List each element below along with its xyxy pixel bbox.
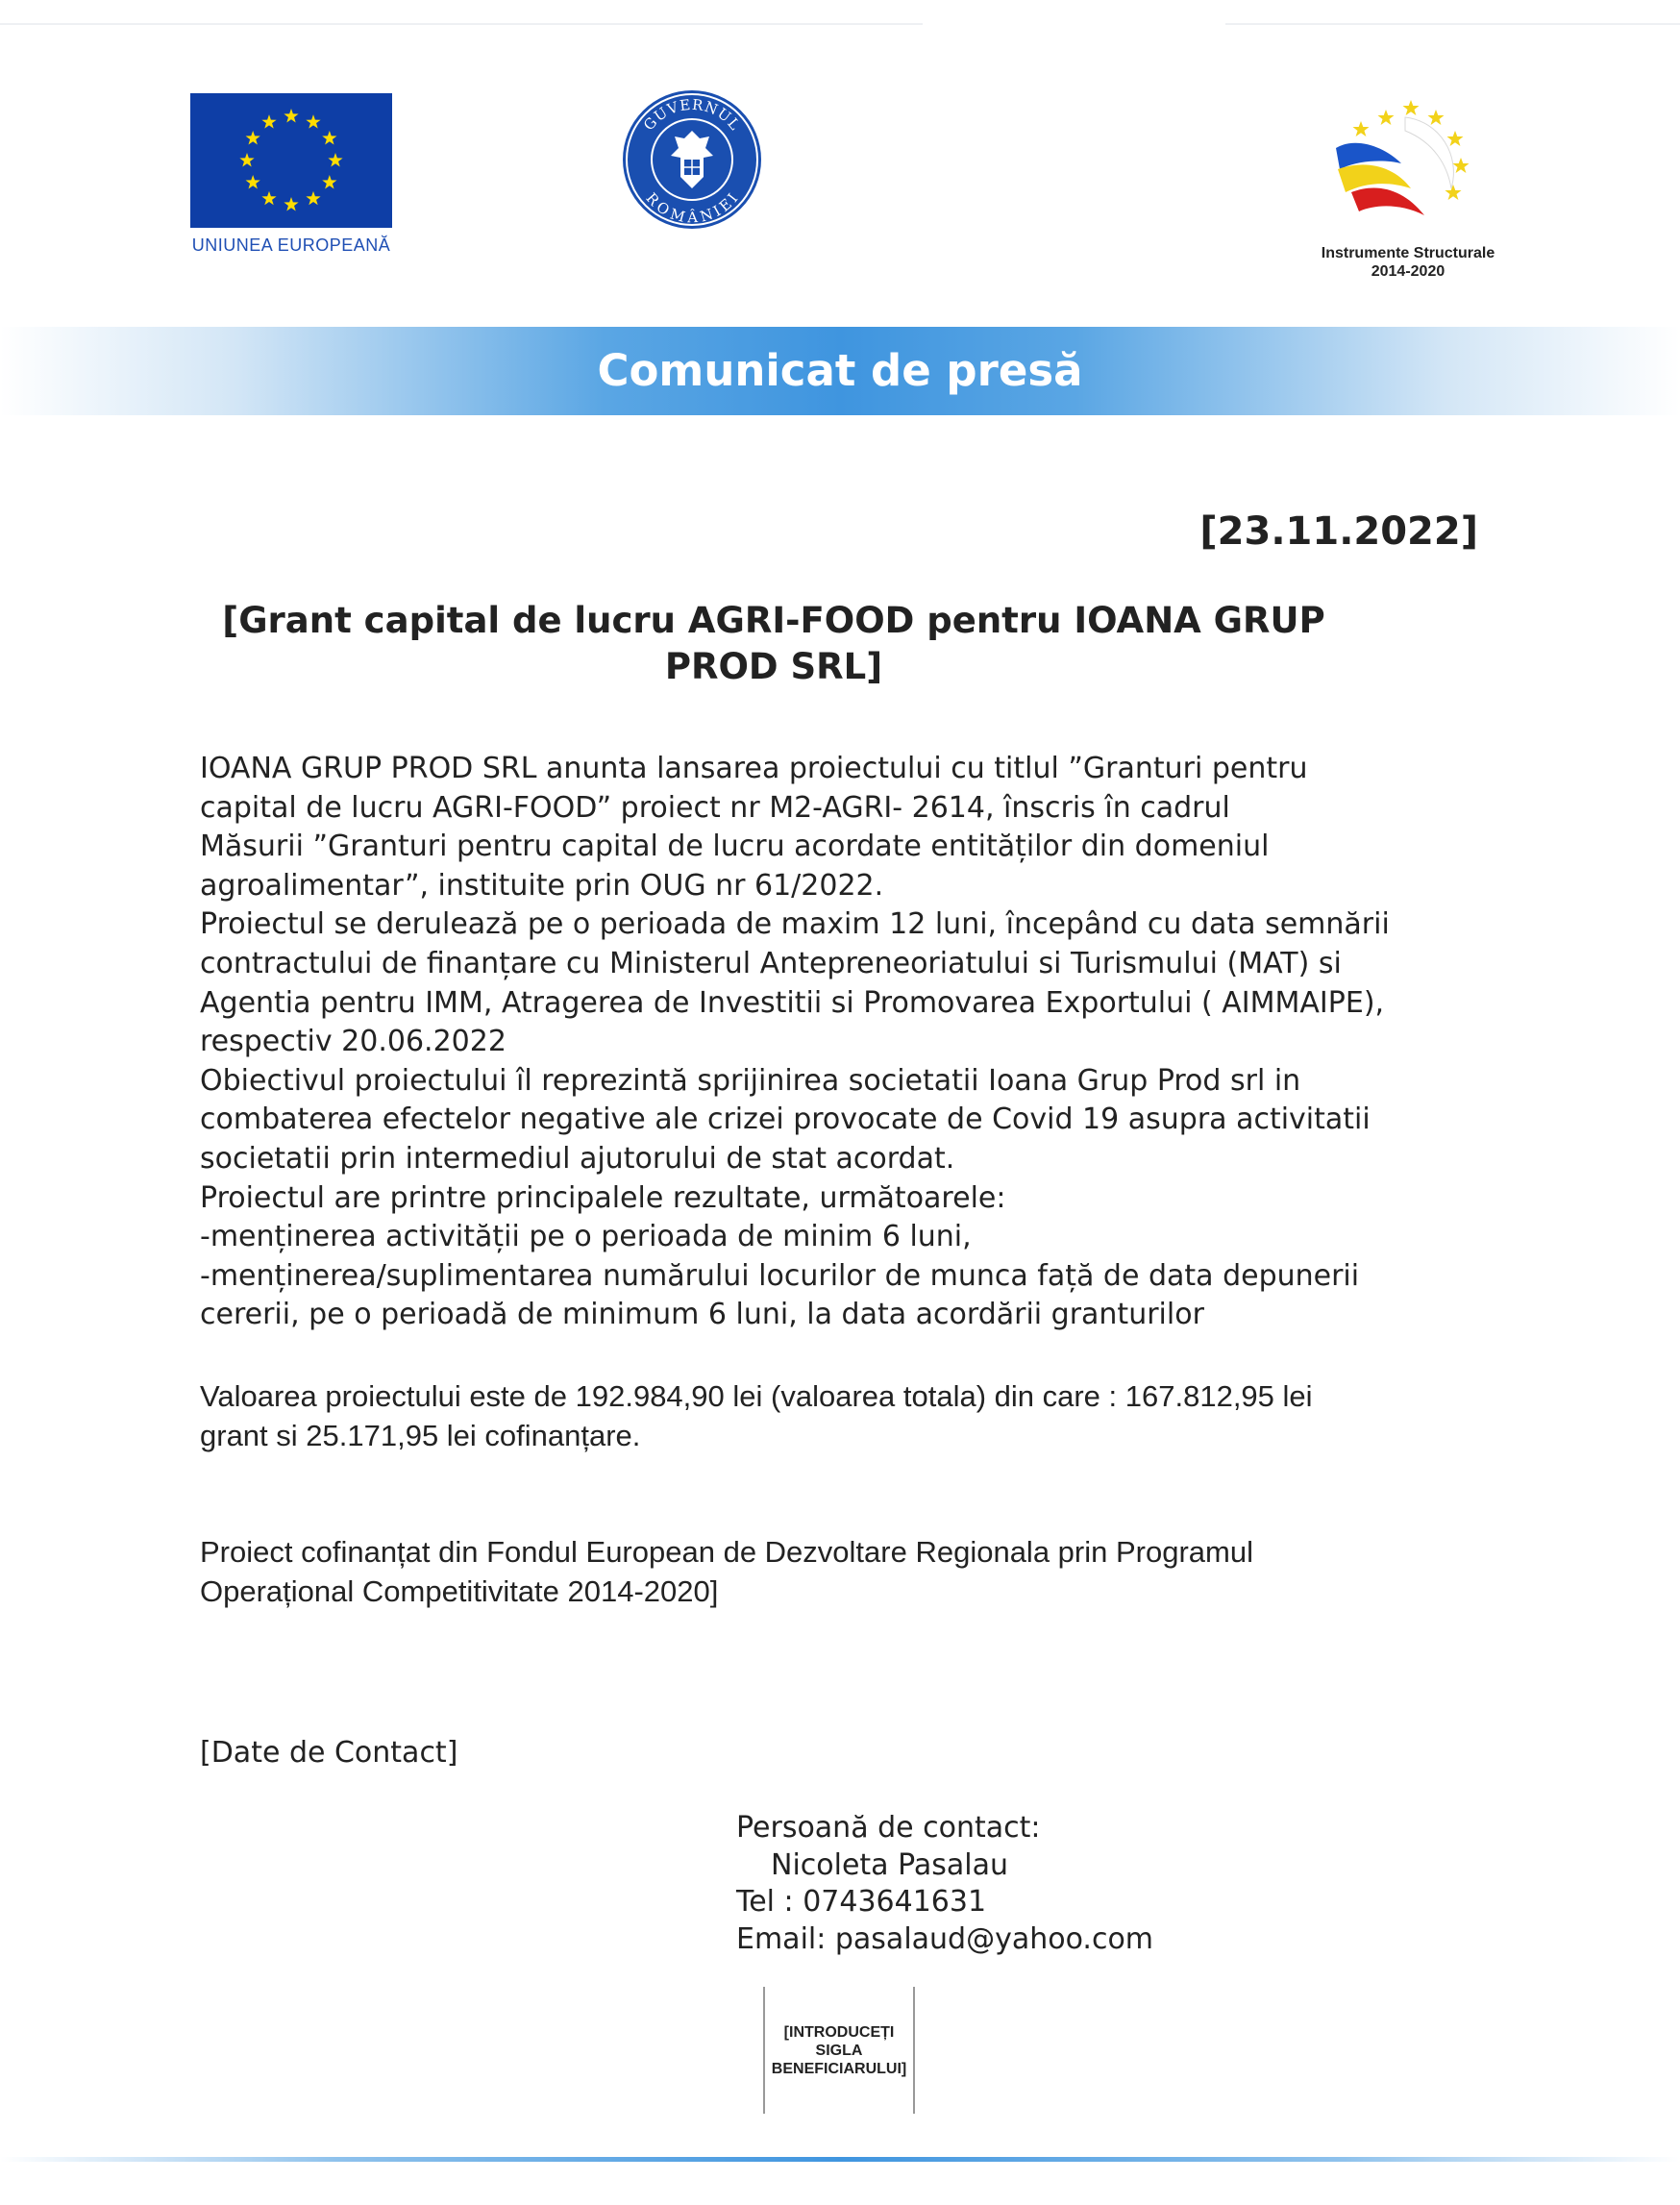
body-line: Proiectul are printre principalele rezultate, următoarele: [200,1180,1006,1215]
funding-line: Proiect cofinanțat din Fondul European de Dezvoltare Regionala prin Programul [200,1535,1253,1569]
body-line: agroalimentar”, instituite prin OUG nr 61/2022. [200,868,884,903]
structural-instruments-icon [1317,88,1480,233]
contact-person-label: Persoană de contact: [736,1811,1041,1845]
press-release-banner [0,327,1680,415]
si-caption-period: 2014-2020 [1371,263,1445,280]
body-line: respectiv 20.06.2022 [200,1025,506,1059]
body-line: societatii prin intermediul ajutorului de stat acordat. [200,1141,955,1176]
eu-flag-icon [190,93,392,228]
banner-title: Comunicat de presă [597,345,1083,396]
body-line: Agentia pentru IMM, Atragerea de Investitii si Promovarea Exportului ( AIMMAIPE), [200,985,1385,1020]
body-line: Obiectivul proiectului îl reprezintă sprijinirea societatii Ioana Grup Prod srl in [200,1063,1301,1098]
body-line: combaterea efectelor negative ale crizei provocate de Covid 19 asupra activitatii [200,1102,1371,1137]
funding-line: Operațional Competitivitate 2014-2020] [200,1574,719,1608]
contact-phone: Tel : 0743641631 [736,1885,987,1919]
top-rule-right [1225,23,1680,25]
si-caption-title: Instrumente Structurale [1321,245,1495,261]
body-line: cererii, pe o perioadă de minimum 6 luni, la data acordării granturilor [200,1298,1204,1332]
top-rule-left [0,23,923,25]
body-line: Măsurii ”Granturi pentru capital de lucru acordate entităților din domeniul [200,830,1270,864]
contact-details [736,1810,1153,1958]
contact-email: Email: pasalaud@yahoo.com [736,1921,1154,1956]
headline: [Grant capital de lucru AGRI-FOOD pentru IOANA GRUP PROD SRL] [222,600,1325,687]
beneficiary-logo-text: [INTRODUCEȚI SIGLA BENEFICIARULUI] [771,2023,907,2077]
value-line: Valoarea proiectului este de 192.984,90 lei (valoarea totala) din care : 167.812,95 lei [200,1379,1313,1413]
contact-person-name: Nicoleta Pasalau [771,1847,1008,1882]
body-text [200,750,1488,1335]
beneficiary-logo-placeholder [763,1987,915,2114]
funding-statement [200,1532,1253,1611]
structural-instruments-caption [1278,244,1538,281]
contact-heading: [Date de Contact] [200,1736,458,1770]
svg-text:ROMÂNIEI: ROMÂNIEI [642,189,742,227]
footer-rule [0,2157,1680,2162]
romanian-government-seal-icon [621,88,763,231]
body-line: Proiectul se derulează pe o perioada de maxim 12 luni, începând cu data semnării [200,907,1390,942]
value-line: grant si 25.171,95 lei cofinanțare. [200,1419,641,1452]
body-line: capital de lucru AGRI-FOOD” proiect nr M2-AGRI- 2614, înscris în cadrul [200,790,1230,825]
body-line: contractului de finanțare cu Ministerul Antepreneoriatului si Turismului (MAT) si [200,946,1342,980]
release-date: [23.11.2022] [1199,509,1478,554]
body-line: -menținerea activității pe o perioada de minim 6 luni, [200,1220,972,1254]
body-line: -menținerea/suplimentarea numărului locurilor de munca față de data depunerii [200,1258,1360,1293]
svg-text:GUVERNUL: GUVERNUL [640,95,745,135]
project-value [200,1376,1313,1455]
eu-caption: UNIUNEA EUROPEANĂ [191,235,391,255]
body-line: IOANA GRUP PROD SRL anunta lansarea proiectului cu titlul ”Granturi pentru [200,752,1308,785]
